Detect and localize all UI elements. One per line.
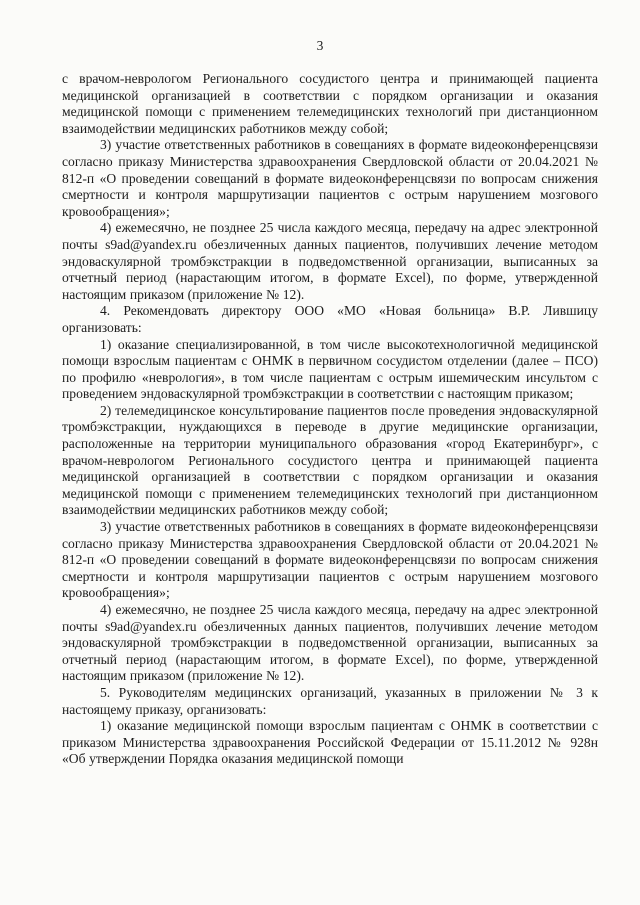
paragraph-section-4-item-3: 3) участие ответственных работников в совещаниях в формате видеоконференцсвязи согласно приказу Министерства здравоохранения Свердловской области от 20.04.2021 № 812-п «О проведении совещаний в формате видеоконференцсвязи по вопросам снижения смертности и контроля маршрутизации пациентов с острым нарушением мозгового кровообращения»; — [62, 519, 598, 601]
paragraph-section-4: 4. Рекомендовать директору ООО «МО «Новая больница» В.Р. Лившицу организовать: — [62, 303, 598, 335]
paragraph-continuation: с врачом-неврологом Регионального сосудистого центра и принимающей пациента медицинской организацией в соответствии с порядком организации и оказания медицинской помощи с применением телемедицинских технологий при дистанционном взаимодействии медицинских работников между собой; — [62, 71, 598, 136]
paragraph-section-4-item-2: 2) телемедицинское консультирование пациентов после проведения эндоваскулярной тромбэкстракции, нуждающихся в переводе в другие медицинские организации, расположенные на территории муниципального образования «город Екатеринбург», с врачом-неврологом Регионального сосудистого центра и принимающей пациента медицинской организацией в соответствии с порядком организации и оказания медицинской помощи с применением телемедицинских технологий при дистанционном взаимодействии медицинских работников между собой; — [62, 402, 598, 518]
page-number: 3 — [316, 38, 324, 53]
paragraph-section-5: 5. Руководителям медицинских организаций, указанных в приложении № 3 к настоящему приказу, организовать: — [62, 684, 598, 717]
paragraph-item-3-meetings: 3) участие ответственных работников в совещаниях в формате видеоконференцсвязи согласно приказу Министерства здравоохранения Свердловской области от 20.04.2021 № 812-п «О проведении совещаний в формате видеоконференцсвязи по вопросам снижения смертности и контроля маршрутизации пациентов с острым нарушением мозгового кровообращения»; — [62, 137, 598, 219]
paragraph-section-5-item-1: 1) оказание медицинской помощи взрослым пациентам с ОНМК в соответствии с приказом Министерства здравоохранения Российской Федерации от 15.11.2012 № 928н «Об утверждении Порядка оказания медицинской помощи — [62, 718, 598, 767]
paragraph-section-4-item-4: 4) ежемесячно, не позднее 25 числа каждого месяца, передачу на адрес электронной почты s9ad@yandex.ru обезличенных данных пациентов, получивших лечение методом эндоваскулярной тромбэкстракции в подведомственной организации, выписанных за отчетный период (нарастающим итогом, в формате Excel), по форме, утвержденной настоящим приказом (приложение № 12). — [62, 602, 598, 684]
paragraph-section-4-item-1: 1) оказание специализированной, в том числе высокотехнологичной медицинской помощи взрослым пациентам с ОНМК в первичном сосудистом отделении (далее – ПСО) по профилю «неврология», в том числе пациентам с острым ишемическим инсультом с проведением эндоваскулярной тромбэкстракции в соответствии с настоящим приказом; — [62, 336, 598, 402]
document-body — [62, 71, 598, 768]
paragraph-item-4-monthly-report: 4) ежемесячно, не позднее 25 числа каждого месяца, передачу на адрес электронной почты s9ad@yandex.ru обезличенных данных пациентов, получивших лечение методом эндоваскулярной тромбэкстракции в подведомственной организации, выписанных за отчетный период (нарастающим итогом, в формате Excel), по форме, утвержденной настоящим приказом (приложение № 12). — [62, 220, 598, 302]
